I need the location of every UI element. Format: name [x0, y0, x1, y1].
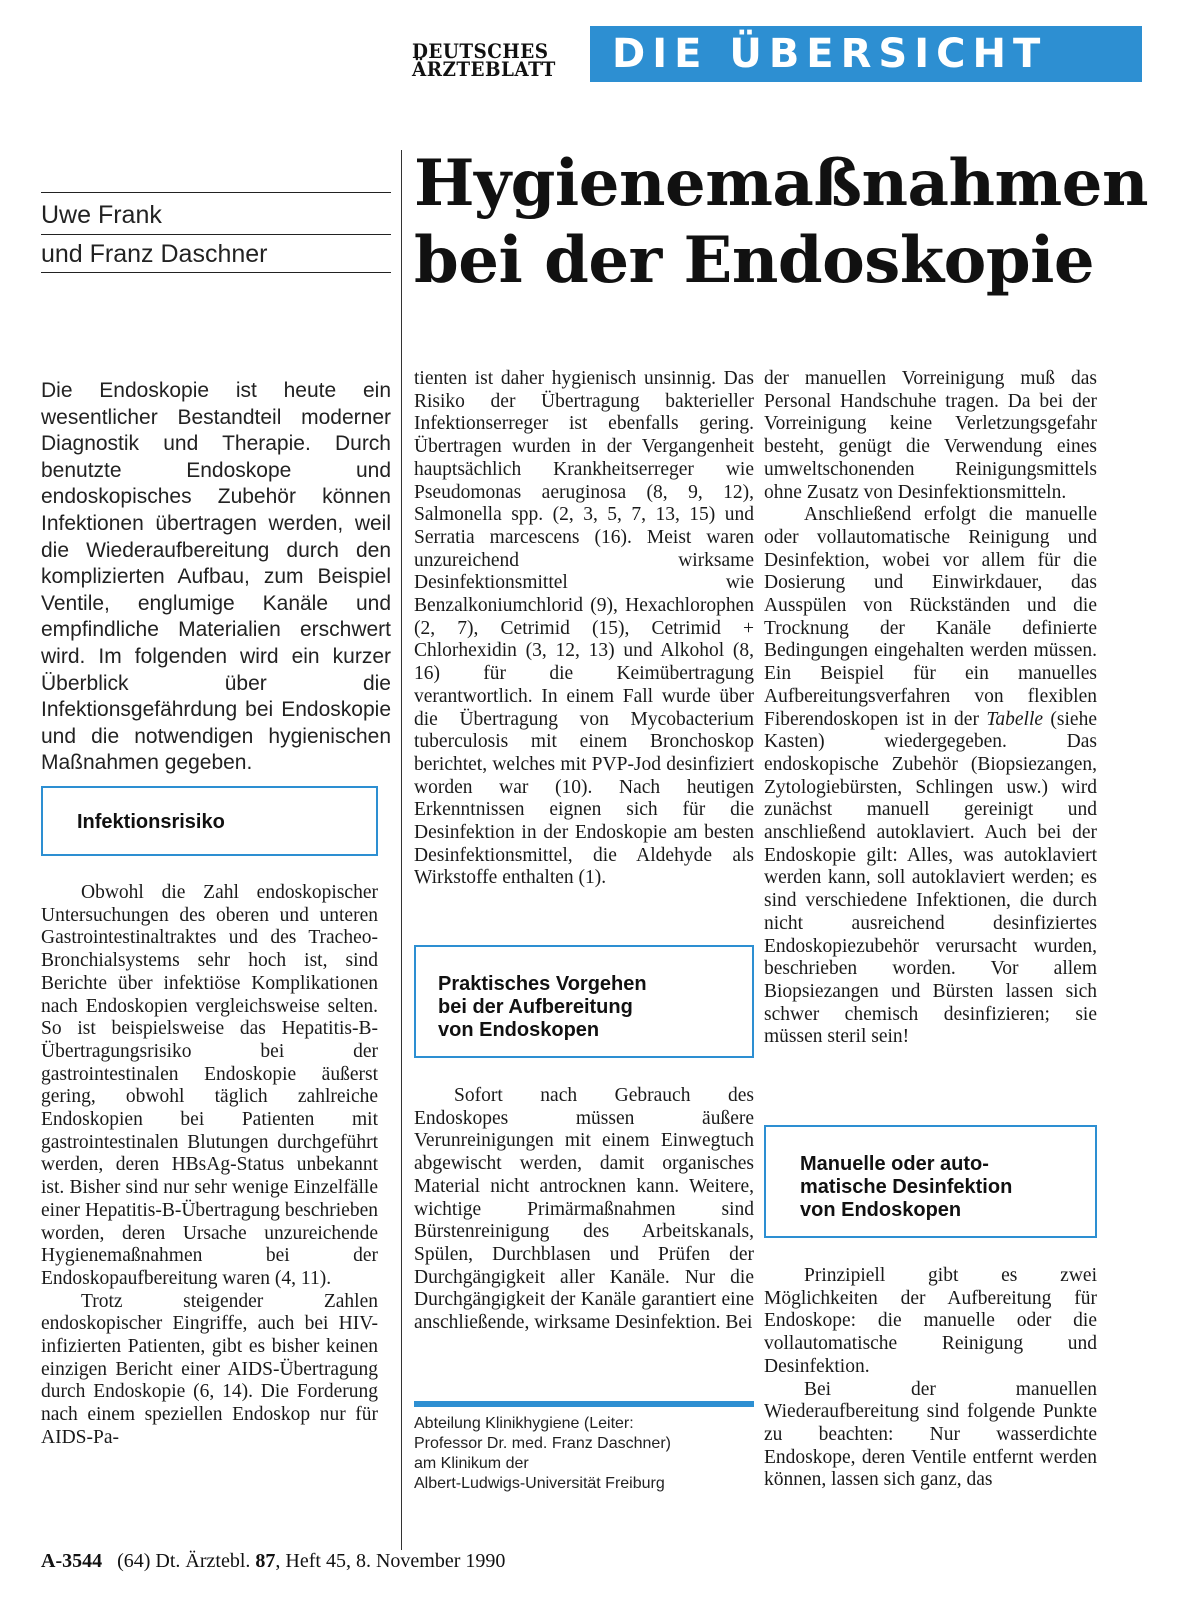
col3-paragraph-2 [764, 504, 1097, 1049]
col3-paragraph-3: Prinzipiell gibt es zwei Möglichkeiten der Aufbereitung für Endoskope: die manuelle oder die vollautomatische Reinigung und Desinfektion. [764, 1265, 1097, 1377]
col3-paragraph-1: der manuellen Vorreinigung muß das Personal Handschuhe tragen. Da bei der Vorreinigung keine Verletzungsgefahr besteht, genügt die Verwendung eines umweltschonenden Reinigungsmittels ohne Zusatz von Desinfektionsmitteln. [764, 368, 1097, 503]
heading-disinfection-line3: von Endoskopen [800, 1199, 962, 1221]
title-line1: Hygienemaßnahmen [414, 146, 1148, 221]
column-2-body-top [414, 368, 754, 890]
heading-disinfection-line2: matische Desinfektion [800, 1176, 1013, 1198]
heading-box-practical-procedure [414, 945, 754, 1058]
citation-post: , Heft 45, 8. November 1990 [275, 1550, 506, 1572]
heading-box-disinfection [764, 1125, 1097, 1238]
heading-infection-risk: Infektionsrisiko [77, 811, 225, 833]
column-2-body-bottom [414, 1085, 754, 1335]
heading-disinfection-line1: Manuelle oder auto- [800, 1153, 989, 1175]
citation-pre: (64) Dt. Ärztebl. [117, 1550, 256, 1572]
heading-box-infection-risk [41, 786, 378, 856]
section-banner [590, 26, 1142, 82]
column-3-body-bottom [764, 1265, 1097, 1492]
footnote-rule [414, 1401, 754, 1407]
col1-paragraph-2: Trotz steigender Zahlen endoskopischer Eingriffe, auch bei HIV-infizierten Patienten, gibt es bisher keinen einzigen Bericht einer AIDS-Übertragung durch Endoskopie (6, 14). Die Forderung nach einem speziellen Endoskop nur für AIDS-Pa- [41, 1290, 378, 1448]
col3-paragraph-4: Bei der manuellen Wiederaufbereitung sind folgende Punkte zu beachten: Nur wasserdichte Endoskope, deren Ventile entfernt werden können, lassen sich ganz, das [764, 1378, 1097, 1491]
table-reference: Tabelle [986, 708, 1044, 730]
affiliation-line3: am Klinikum der [414, 1455, 529, 1472]
title-line2: bei der Endoskopie [414, 223, 1095, 298]
heading-practical-line3: von Endoskopen [438, 1019, 600, 1041]
article-intro [41, 378, 391, 777]
affiliation-line4: Albert-Ludwigs-Universität Freiburg [414, 1475, 665, 1492]
intro-text: Die Endoskopie ist heute ein wesentlicher Bestandteil moderner Diagnostik und Therapie. Durch benutzte Endoskope und endoskopisches Zubehör können Infektionen übertragen werden, weil die Wiederaufbereitung durch den komplizierten Aufbau, zum Beispiel Ventile, englumige Kanäle und empfindliche Materialien erschwert wird. Im folgenden wird ein kurzer Überblick über die Infektionsgefährdung bei Endoskopie und die notwendigen hygienischen Maßnahmen gegeben. [41, 379, 391, 775]
column-divider [401, 150, 402, 1550]
heading-practical-line2: bei der Aufbereitung [438, 996, 633, 1018]
affiliation-footnote [414, 1414, 754, 1494]
column-3-body-top [764, 368, 1097, 1049]
col2-paragraph-1: tienten ist daher hygienisch unsinnig. Das Risiko der Übertragung bakterieller Infektionserreger ist ebenfalls gering. Übertragen wurden in der Vergangenheit hauptsächlich Krankheitserreger wie Pseudomonas aeruginosa (8, 9, 12), Salmonella spp. (2, 3, 5, 7, 13, 15) und Serratia marcescens (16). Meist waren unzureichend wirksame Desinfektionsmittel wie Benzalkoniumchlorid (9), Hexachlorophen (2, 7), Cetrimid (15), Cetrimid + Chlorhexidin (3, 12, 13) und Alkohol (8, 16) für die Keimübertragung verantwortlich. In einem Fall wurde über die Übertragung von Mycobacterium tuberculosis mit einem Bronchoskop berichtet, welches mit PVP-Jod desinfiziert worden war (10). Nach heutigen Erkenntnissen eignen sich für die Desinfektion in der Endoskopie am besten Desinfektionsmittel, die Aldehyde als Wirkstoffe enthalten (1). [414, 368, 754, 889]
col1-paragraph-1: Obwohl die Zahl endoskopischer Untersuchungen des oberen und unteren Gastrointestinaltraktes und des Tracheo-Bronchialsystems sehr hoch ist, sind Berichte über infektiöse Komplikationen nach Endoskopien vergleichsweise selten. So ist beispielsweise das Hepatitis-B-Übertragungsrisiko bei der gastrointestinalen Endoskopie äußerst gering, obwohl täglich zahlreiche Endoskopien bei Patienten mit gastrointestinalen Blutungen durchgeführt werden, deren HBsAg-Status unbekannt ist. Bisher sind nur sehr wenige Einzelfälle einer Hepatitis-B-Übertragung beschrieben worden, deren Ursache unzureichende Hygienemaßnahmen bei der Endoskopaufbereitung waren (4, 11). [41, 882, 378, 1289]
heading-practical-line1: Praktisches Vorgehen [438, 973, 647, 995]
section-label: DIE ÜBERSICHT [612, 31, 1048, 77]
author-line2: und Franz Daschner [41, 240, 268, 268]
volume-number: 87 [255, 1550, 276, 1572]
masthead-line1: DEUTSCHES [412, 39, 549, 63]
author-rule-middle [41, 234, 391, 235]
heading-practical-procedure [438, 973, 647, 1042]
column-1-body [41, 882, 378, 1450]
author-rule-bottom [41, 272, 391, 273]
heading-disinfection [800, 1153, 1012, 1222]
author-line1: Uwe Frank [41, 201, 162, 229]
page-number: A-3544 [41, 1550, 103, 1572]
masthead-line2: ÄRZTEBLATT [412, 57, 556, 81]
col2-paragraph-2: Sofort nach Gebrauch des Endoskopes müssen äußere Verunreinigungen mit einem Einwegtuch abgewischt werden, damit organisches Material nicht antrocknen kann. Weitere, wichtige Primärmaßnahmen sind Bürstenreinigung des Arbeitskanals, Spülen, Durchblasen und Prüfen der Durchgängigkeit aller Kanäle. Nur die Durchgängigkeit der Kanäle garantiert eine anschließende, wirksame Desinfektion. Bei [414, 1085, 754, 1334]
col3-paragraph-2b: (siehe Kasten) wiedergegeben. Das endoskopische Zubehör (Biopsiezangen, Zytologiebürsten, Schlingen usw.) wird zunächst manuell gereinigt und anschließend autoklaviert. Auch bei der Endoskopie gilt: Alles, was autoklaviert werden kann, soll autoklaviert werden; es sind verschiedene Infektionen, die durch nicht ausreichend desinfiziertes Endoskopiezubehör verursacht wurden, beschrieben worden. Vor allem Biopsiezangen und Bürsten lassen sich schwer chemisch desinfizieren; sie müssen steril sein! [764, 708, 1097, 1048]
masthead [412, 39, 559, 81]
affiliation-line2: Professor Dr. med. Franz Daschner) [414, 1435, 671, 1452]
author-rule-top [41, 192, 391, 193]
affiliation-line1: Abteilung Klinikhygiene (Leiter: [414, 1415, 634, 1432]
col3-paragraph-2a: Anschließend erfolgt die manuelle oder vollautomatische Reinigung und Desinfektion, wobei vor allem für die Dosierung und Einwirkdauer, das Ausspülen von Rückständen und die Trocknung der Kanäle definierte Bedingungen eingehalten werden müssen. Ein Beispiel für ein manuelles Aufbereitungsverfahren von flexiblen Fiberendoskopen ist in der [764, 504, 1097, 730]
article-title [414, 145, 1154, 299]
page-footer [41, 1550, 505, 1573]
